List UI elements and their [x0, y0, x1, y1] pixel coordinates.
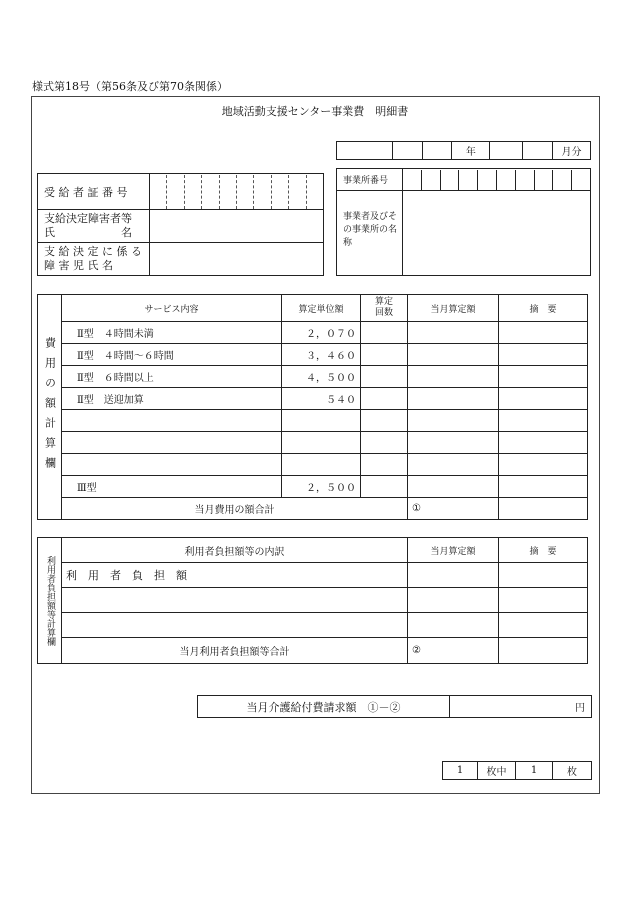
header-note: 摘 要 [499, 295, 588, 322]
burden-side-label-cell [38, 538, 62, 664]
office-name-field[interactable] [403, 191, 591, 276]
page-of-label: 枚中 [478, 762, 516, 780]
burden-total-label: 当月利用者負担額等合計 [62, 638, 408, 664]
burden-note-cell[interactable] [499, 613, 588, 638]
unit-price-cell[interactable] [282, 432, 361, 454]
burden-amount-cell[interactable] [408, 563, 499, 588]
amount-cell[interactable] [408, 366, 499, 388]
note-cell[interactable] [499, 388, 588, 410]
table-row [38, 432, 588, 454]
unit-price-cell: ５４０ [282, 388, 361, 410]
cost-side-label: 費用の額計算欄 [43, 337, 57, 477]
disabled-name-field[interactable] [150, 210, 324, 243]
claim-amount-field[interactable] [450, 696, 592, 718]
header-unit-price: 算定単位額 [282, 295, 361, 322]
burden-note-cell[interactable] [499, 588, 588, 613]
amount-cell[interactable] [408, 476, 499, 498]
burden-amount-cell[interactable] [408, 613, 499, 638]
child-name-field[interactable] [150, 243, 324, 276]
header-burden-note: 摘 要 [499, 538, 588, 563]
burden-side-label: 利用者負担額等計算欄 [45, 555, 55, 646]
header-burden-amount: 当月算定額 [408, 538, 499, 563]
unit-price-cell: ２，０７０ [282, 322, 361, 344]
cost-total-note[interactable] [499, 498, 588, 520]
month-cell-1[interactable] [490, 142, 523, 160]
era-cell[interactable] [337, 142, 393, 160]
amount-cell[interactable] [408, 410, 499, 432]
amount-cell[interactable] [408, 322, 499, 344]
unit-price-cell: ３，４６０ [282, 344, 361, 366]
year-label: 年 [452, 142, 490, 160]
service-cell: Ⅱ型 送迎加算 [62, 388, 282, 410]
count-cell[interactable] [361, 322, 408, 344]
date-table [336, 141, 591, 160]
unit-price-cell: ２，５００ [282, 476, 361, 498]
table-row [38, 322, 588, 344]
page-count-table [442, 761, 592, 780]
note-cell[interactable] [499, 322, 588, 344]
service-cell: Ⅱ型 ６時間以上 [62, 366, 282, 388]
table-row [38, 388, 588, 410]
burden-amount-cell[interactable] [408, 588, 499, 613]
table-row [38, 588, 588, 613]
office-table [336, 168, 591, 276]
note-cell[interactable] [499, 476, 588, 498]
page-unit: 枚 [553, 762, 592, 780]
year-cell-2[interactable] [422, 142, 452, 160]
table-row [38, 563, 588, 588]
burden-item-label[interactable] [62, 588, 408, 613]
cost-table [37, 294, 588, 520]
count-cell[interactable] [361, 388, 408, 410]
table-row [38, 454, 588, 476]
header-breakdown: 利用者負担額等の内訳 [62, 538, 408, 563]
burden-total-note[interactable] [499, 638, 588, 664]
disabled-name-label-line1: 支給決定障害者等 [44, 212, 132, 225]
amount-cell[interactable] [408, 388, 499, 410]
unit-price-cell[interactable] [282, 410, 361, 432]
table-row [38, 476, 588, 498]
year-cell-1[interactable] [392, 142, 422, 160]
child-name-label [38, 243, 150, 276]
amount-cell[interactable] [408, 344, 499, 366]
service-cell: Ⅲ型 [62, 476, 282, 498]
burden-table [37, 537, 588, 664]
month-cell-2[interactable] [523, 142, 553, 160]
page-current: 1 [443, 762, 478, 780]
count-cell[interactable] [361, 344, 408, 366]
note-cell[interactable] [499, 344, 588, 366]
count-cell[interactable] [361, 432, 408, 454]
child-name-label-line1: 支 給 決 定 に 係 る [44, 245, 142, 258]
cost-total-mark: ① [412, 503, 421, 514]
cert-number-field[interactable] [150, 174, 324, 210]
count-cell[interactable] [361, 476, 408, 498]
cost-total-label: 当月費用の額合計 [62, 498, 408, 520]
claim-table [197, 695, 592, 718]
count-cell[interactable] [361, 410, 408, 432]
count-cell[interactable] [361, 454, 408, 476]
amount-cell[interactable] [408, 432, 499, 454]
amount-cell[interactable] [408, 454, 499, 476]
table-row [38, 366, 588, 388]
service-cell[interactable] [62, 454, 282, 476]
office-number-label: 事業所番号 [337, 169, 403, 191]
note-cell[interactable] [499, 432, 588, 454]
table-row [38, 410, 588, 432]
header-amount: 当月算定額 [408, 295, 499, 322]
office-name-label: 事業者及びその事業所の名称 [337, 191, 403, 276]
service-cell[interactable] [62, 432, 282, 454]
burden-total-mark: ② [412, 645, 421, 656]
note-cell[interactable] [499, 410, 588, 432]
unit-price-cell[interactable] [282, 454, 361, 476]
table-row [38, 613, 588, 638]
count-cell[interactable] [361, 366, 408, 388]
child-name-label-line2: 障 害 児 氏 名 [44, 259, 113, 272]
service-cell: Ⅱ型 ４時間～６時間 [62, 344, 282, 366]
burden-total-field[interactable] [408, 638, 499, 664]
disabled-name-label-line2: 氏 名 [44, 226, 132, 239]
burden-item-label[interactable] [62, 613, 408, 638]
note-cell[interactable] [499, 454, 588, 476]
cost-side-label-cell [38, 295, 62, 520]
service-cell: Ⅱ型 ４時間未満 [62, 322, 282, 344]
header-count: 算定回数 [361, 295, 408, 322]
burden-item-label: 利 用 者 負 担 額 [62, 563, 408, 588]
header-service: サービス内容 [62, 295, 282, 322]
claim-unit: 円 [575, 703, 585, 714]
note-cell[interactable] [499, 366, 588, 388]
page-title: 地域活動支援センター事業費 明細書 [221, 105, 409, 118]
office-number-field[interactable] [403, 169, 591, 191]
page-total: 1 [516, 762, 553, 780]
table-row [38, 344, 588, 366]
cert-number-label: 受 給 者 証 番 号 [38, 174, 150, 210]
cost-total-field[interactable] [408, 498, 499, 520]
service-cell[interactable] [62, 410, 282, 432]
month-label: 月分 [553, 142, 591, 160]
claim-label: 当月介護給付費請求額 ①－② [198, 696, 450, 718]
recipient-table [37, 173, 324, 276]
unit-price-cell: ４，５００ [282, 366, 361, 388]
burden-note-cell[interactable] [499, 563, 588, 588]
form-number: 様式第18号（第56条及び第70条関係） [32, 80, 228, 93]
disabled-name-label [38, 210, 150, 243]
